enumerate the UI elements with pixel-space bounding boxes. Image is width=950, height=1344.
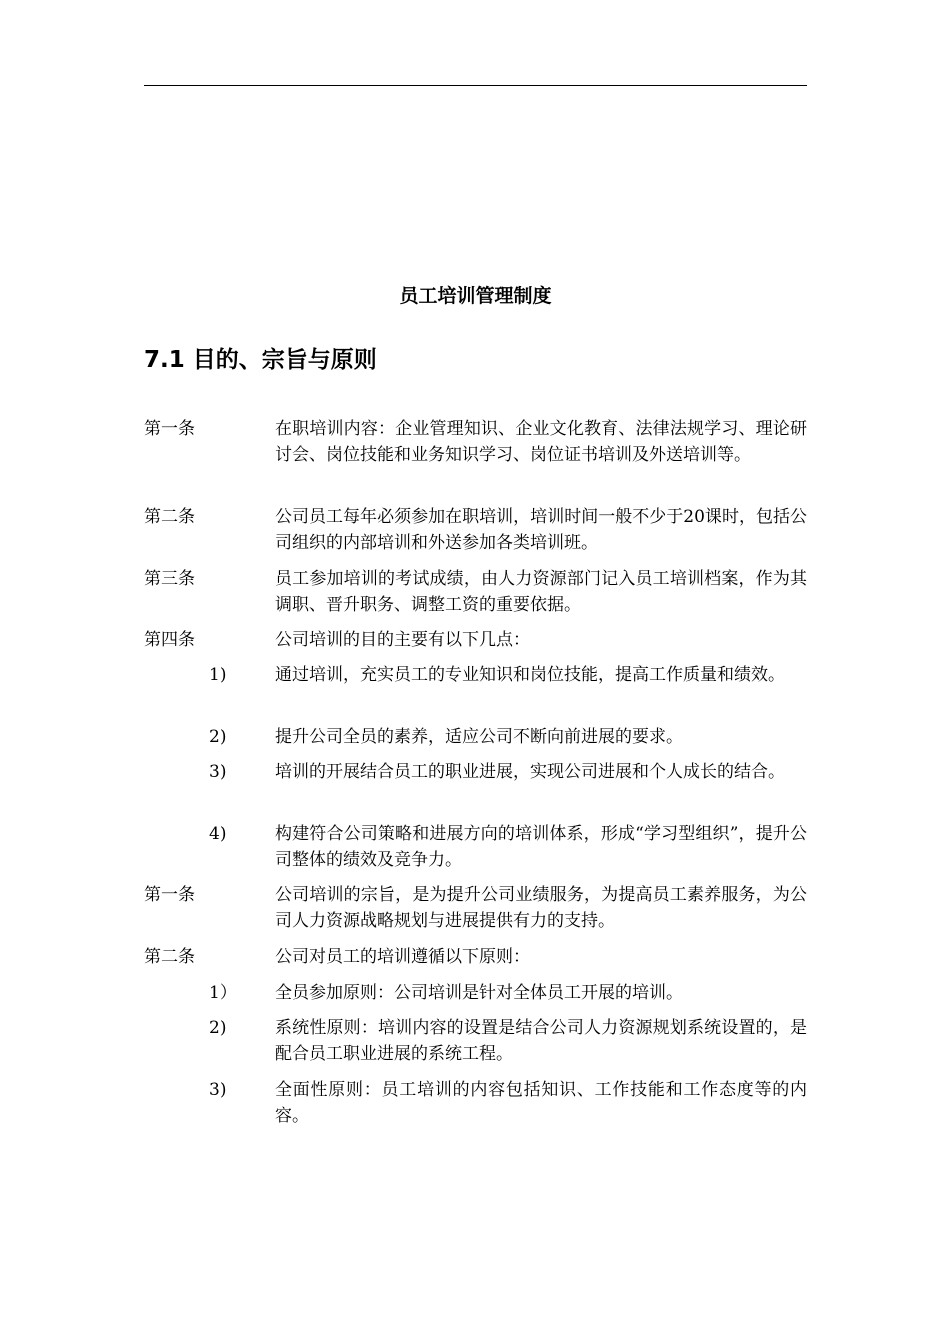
- list-item-number: 1）: [209, 983, 237, 1003]
- article-label: 第二条: [144, 507, 195, 527]
- article-label: 第四条: [144, 630, 195, 650]
- article-text: 公司培训的目的主要有以下几点：: [275, 630, 530, 650]
- list-item-text: 提升公司全员的素养，适应公司不断向前进展的要求。: [275, 727, 683, 747]
- article-label: 第三条: [144, 569, 195, 589]
- list-item-text: 通过培训，充实员工的专业知识和岗位技能，提高工作质量和绩效。: [275, 665, 785, 685]
- list-item-number: 4): [209, 824, 227, 844]
- list-item-number: 3): [209, 762, 227, 782]
- list-item-text: 系统性原则：培训内容的设置是结合公司人力资源规划系统设置的，是配合员工职业进展的系统工程。: [275, 1018, 807, 1064]
- list-item-text: 培训的开展结合员工的职业进展，实现公司进展和个人成长的结合。: [275, 762, 785, 782]
- article-label: 第一条: [144, 419, 195, 439]
- list-item-number: 3): [209, 1080, 227, 1100]
- list-item-text: 全面性原则：员工培训的内容包括知识、工作技能和工作态度等的内容。: [275, 1080, 807, 1126]
- article-text: 在职培训内容：企业管理知识、企业文化教育、法律法规学习、理论研讨会、岗位技能和业务知识学习、岗位证书培训及外送培训等。: [275, 419, 807, 465]
- article-text: 公司对员工的培训遵循以下原则：: [275, 947, 530, 967]
- article-text: 公司培训的宗旨，是为提升公司业绩服务，为提高员工素养服务，为公司人力资源战略规划与进展提供有力的支持。: [275, 885, 807, 931]
- list-item-text: 全员参加原则：公司培训是针对全体员工开展的培训。: [275, 983, 683, 1003]
- list-item-number: 1): [209, 665, 227, 685]
- article-label: 第一条: [144, 885, 195, 905]
- article-label: 第二条: [144, 947, 195, 967]
- article-text: 员工参加培训的考试成绩，由人力资源部门记入员工培训档案，作为其调职、晋升职务、调整工资的重要依据。: [275, 569, 807, 615]
- list-item-number: 2): [209, 727, 227, 747]
- list-item-number: 2): [209, 1018, 227, 1038]
- article-text: 公司员工每年必须参加在职培训，培训时间一般不少于20课时，包括公司组织的内部培训和外送参加各类培训班。: [275, 507, 807, 553]
- list-item-text: 构建符合公司策略和进展方向的培训体系，形成“学习型组织”，提升公司整体的绩效及竞争力。: [275, 824, 807, 870]
- document-title: 员工培训管理制度: [399, 285, 552, 307]
- section-heading: 7.1 目的、宗旨与原则: [144, 347, 377, 373]
- header-rule: [144, 85, 807, 86]
